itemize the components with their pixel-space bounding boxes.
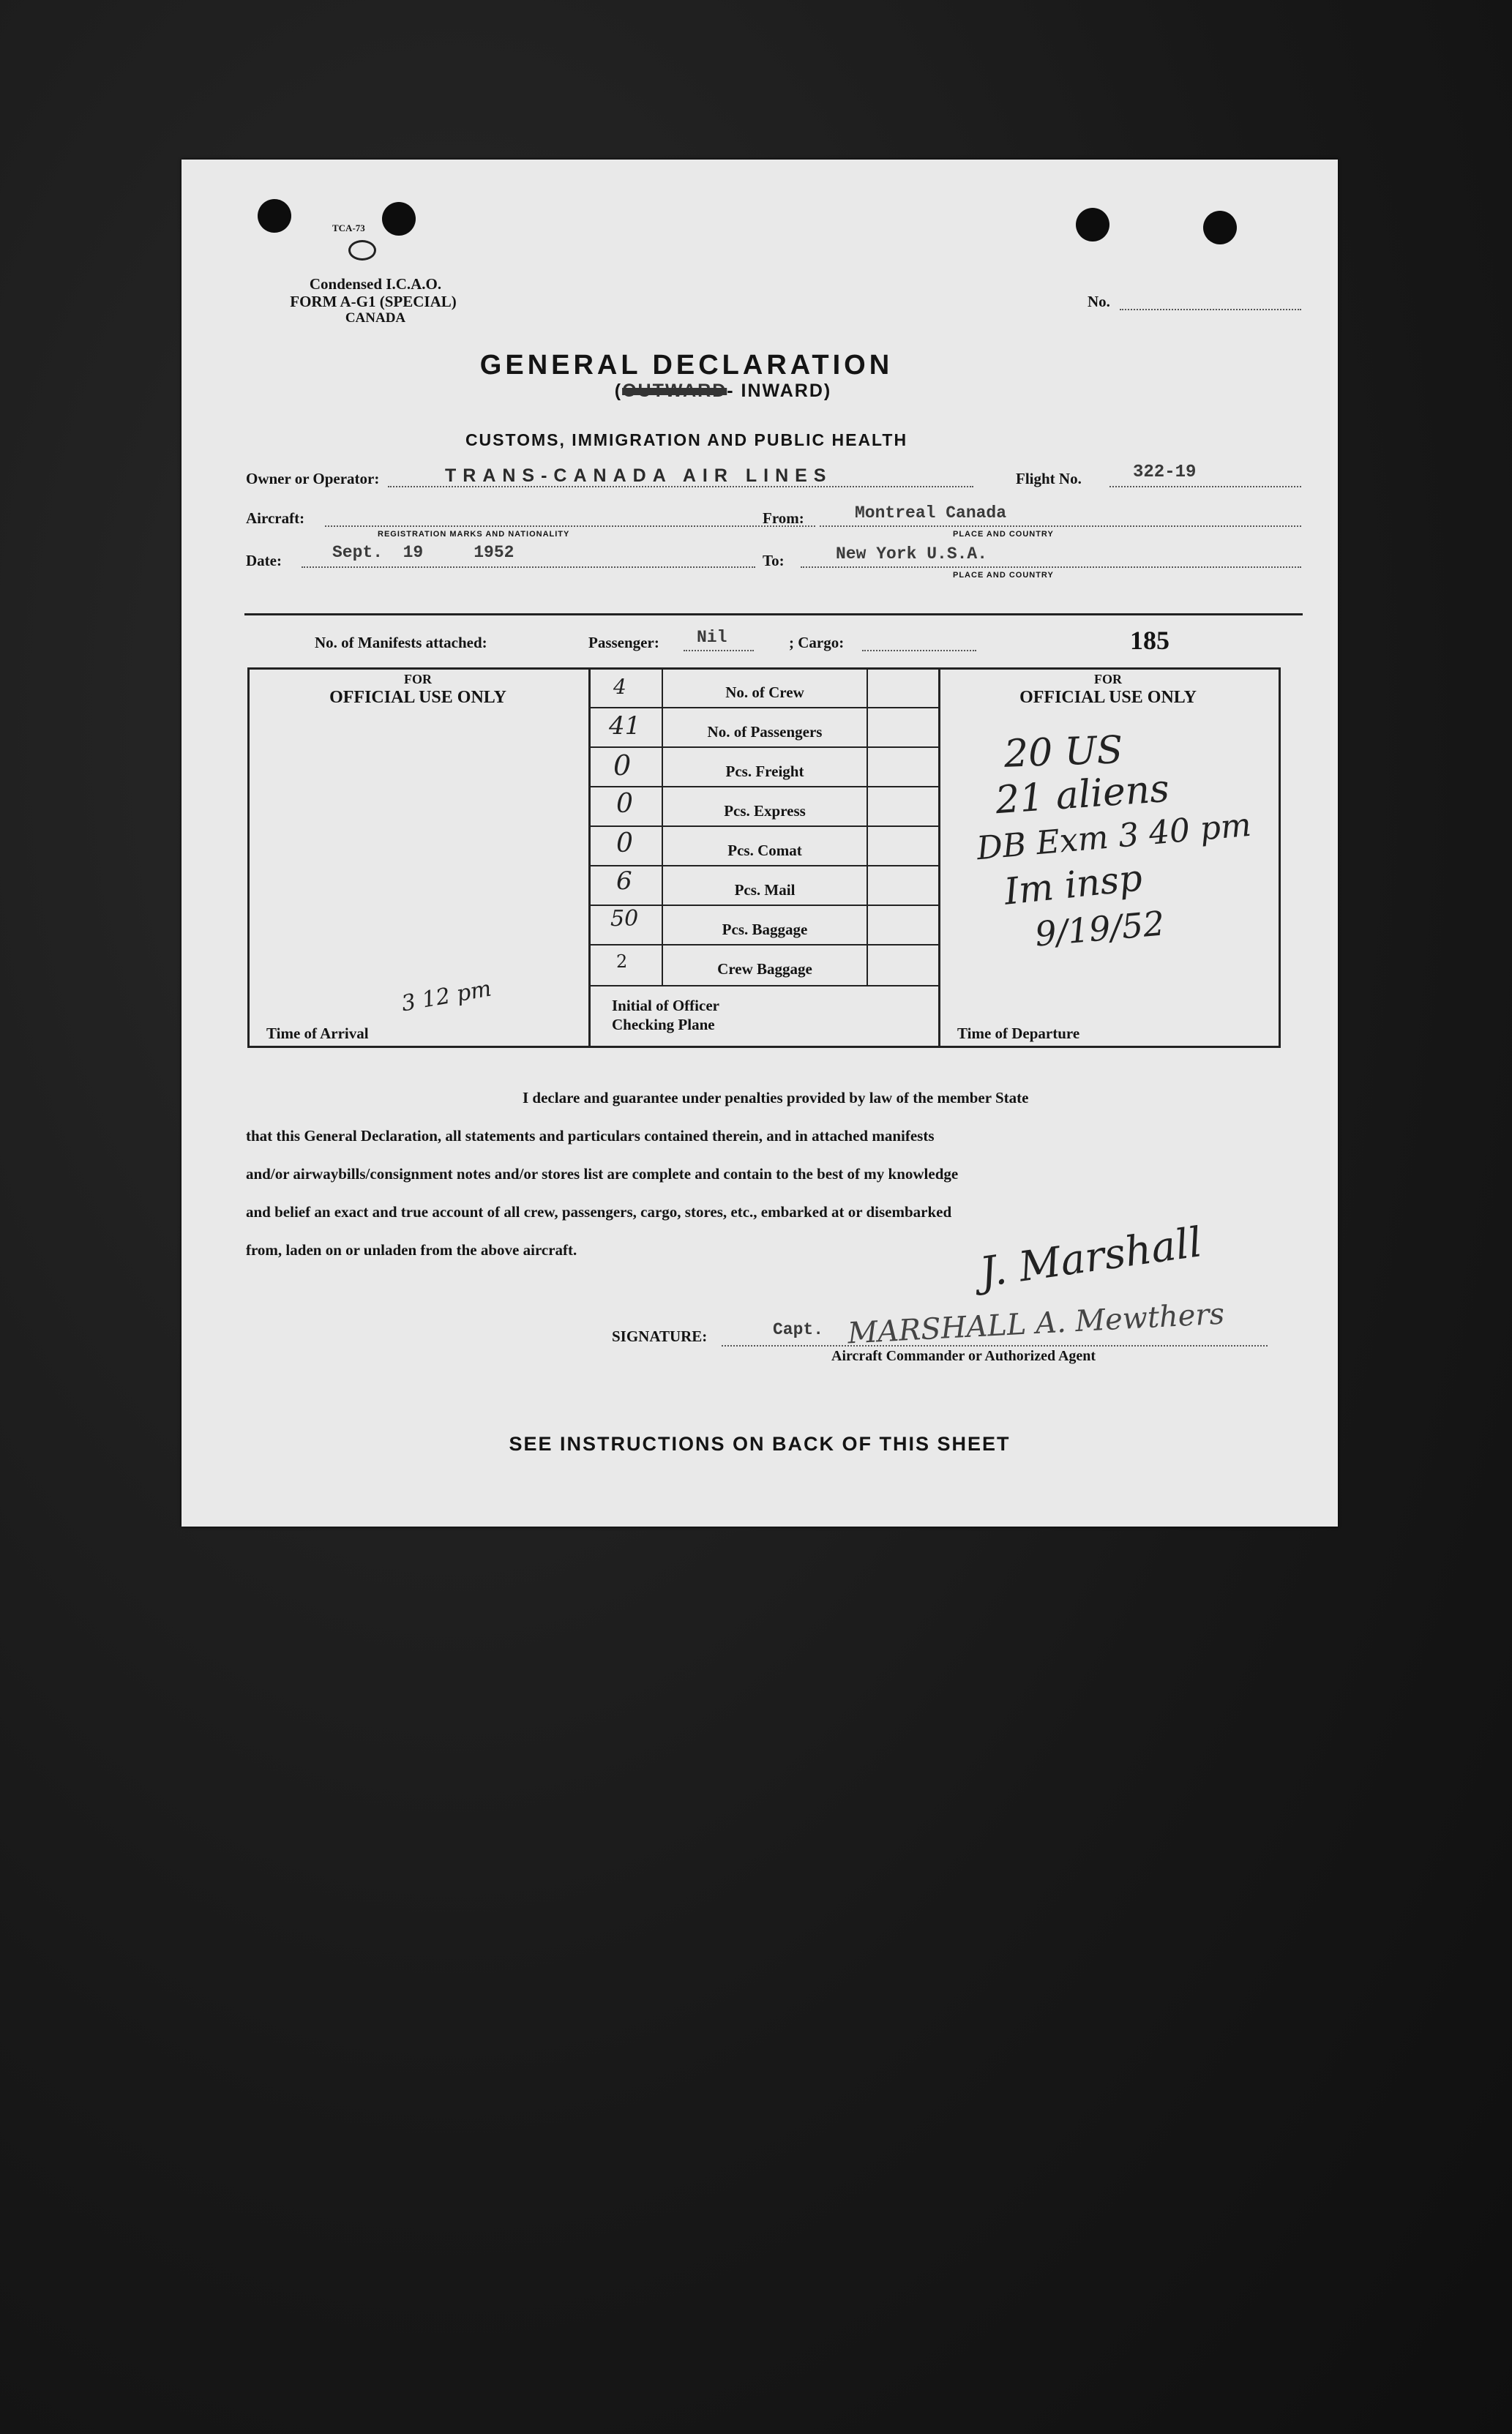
manifests-label: No. of Manifests attached:	[315, 634, 487, 651]
row-line	[588, 786, 940, 787]
passenger-value: Nil	[697, 628, 727, 647]
departure-label: Time of Departure	[957, 1025, 1080, 1042]
owner-label: Owner or Operator:	[246, 470, 380, 487]
form-id-line-2: FORM A-G1 (SPECIAL)	[290, 293, 457, 310]
official-note-5: 9/19/52	[1033, 903, 1167, 954]
arrival-value: 3 12 pm	[399, 976, 494, 1017]
place-note-2: PLACE AND COUNTRY	[953, 571, 1054, 580]
table-divider-left	[588, 667, 591, 1048]
section-heading: CUSTOMS, IMMIGRATION AND PUBLIC HEALTH	[465, 430, 908, 449]
tca-logo-icon	[348, 240, 376, 261]
row-line	[588, 905, 940, 906]
date-label: Date:	[246, 552, 282, 569]
crew-baggage-count: 2	[616, 951, 628, 972]
table-divider-tick	[867, 667, 868, 986]
signature-typed: Capt.	[773, 1320, 824, 1339]
cargo-field-line	[862, 650, 976, 651]
baggage-count: 50	[610, 906, 639, 932]
from-field-line	[820, 525, 1301, 527]
passengers-count: 41	[609, 711, 641, 741]
declaration-line-5: from, laden on or unladen from the above aircraft.	[246, 1241, 577, 1259]
date-value: Sept. 19 1952	[332, 543, 514, 562]
row-line	[588, 985, 940, 986]
form-id-line-1: Condensed I.C.A.O.	[309, 275, 442, 293]
aircraft-label: Aircraft:	[246, 509, 305, 527]
initial-officer-label-1: Initial of Officer	[612, 997, 719, 1014]
aircraft-field-line	[325, 525, 815, 527]
baggage-label: Pcs. Baggage	[722, 921, 808, 938]
freight-label: Pcs. Freight	[725, 763, 804, 780]
mail-count: 6	[616, 866, 632, 896]
right-official-header-1: FOR	[1094, 672, 1122, 686]
arrival-label: Time of Arrival	[266, 1025, 369, 1042]
date-field-line	[302, 566, 755, 568]
mail-label: Pcs. Mail	[734, 881, 796, 899]
row-line	[588, 746, 940, 748]
place-note: PLACE AND COUNTRY	[953, 530, 1054, 539]
punch-hole	[382, 202, 416, 236]
flight-field-line	[1109, 486, 1301, 487]
declaration-line-3: and/or airwaybills/consignment notes and/or stores list are complete and contain to the best of my knowledge	[246, 1165, 959, 1183]
official-note-2: 21 aliens	[994, 766, 1171, 823]
to-field-line	[801, 566, 1301, 568]
comat-count: 0	[616, 828, 633, 858]
official-note-3: DB Exm 3 40 pm	[975, 806, 1253, 868]
cargo-label: ; Cargo:	[789, 634, 845, 651]
commander-label: Aircraft Commander or Authorized Agent	[831, 1348, 1096, 1364]
general-declaration-form	[181, 160, 1338, 1527]
from-value: Montreal Canada	[855, 503, 1007, 523]
form-code: TCA-73	[332, 222, 365, 233]
crew-count: 4	[613, 675, 626, 699]
no-field-line	[1120, 309, 1301, 310]
declaration-line-1: I declare and guarantee under penalties provided by law of the member State	[523, 1089, 1029, 1106]
punch-hole	[1076, 208, 1109, 241]
page-title: GENERAL DECLARATION	[479, 350, 894, 381]
passenger-field-line	[684, 650, 754, 651]
row-line	[588, 865, 940, 866]
passengers-label: No. of Passengers	[707, 723, 823, 741]
initial-officer-label-2: Checking Plane	[612, 1016, 715, 1033]
subtitle-struck: OUTWARD	[622, 381, 727, 401]
registration-note: REGISTRATION MARKS AND NATIONALITY	[378, 530, 570, 539]
stamp-number: 185	[1130, 626, 1169, 655]
handwritten-signature-2: MARSHALL A. Mewthers	[847, 1297, 1226, 1351]
to-label: To:	[763, 552, 785, 569]
subtitle-inward: - INWARD)	[727, 381, 832, 401]
left-official-header-1: FOR	[404, 672, 432, 686]
left-official-header-2: OFFICIAL USE ONLY	[329, 688, 506, 707]
passenger-label: Passenger:	[588, 634, 659, 651]
official-note-4: Im insp	[1002, 856, 1145, 913]
signature-label: SIGNATURE:	[612, 1328, 708, 1345]
flight-value: 322-19	[1133, 463, 1197, 482]
comat-label: Pcs. Comat	[727, 842, 802, 859]
table-divider-right	[938, 667, 940, 1048]
owner-value: TRANS-CANADA AIR LINES	[445, 465, 833, 486]
flight-label: Flight No.	[1016, 470, 1082, 487]
subtitle	[569, 381, 877, 402]
express-label: Pcs. Express	[724, 802, 806, 820]
crew-baggage-label: Crew Baggage	[717, 960, 812, 978]
punch-hole	[1203, 211, 1237, 244]
no-label: No.	[1088, 293, 1110, 310]
crew-label: No. of Crew	[725, 684, 804, 701]
row-line	[588, 825, 940, 827]
punch-hole	[258, 199, 291, 233]
header-divider	[244, 613, 1303, 615]
form-id-line-3: CANADA	[345, 310, 406, 326]
express-count: 0	[616, 789, 633, 819]
right-official-header-2: OFFICIAL USE ONLY	[1019, 688, 1197, 707]
declaration-line-4: and belief an exact and true account of all crew, passengers, cargo, stores, etc., embarked at or disembarked	[246, 1203, 952, 1221]
freight-count: 0	[613, 749, 632, 782]
row-line	[588, 944, 940, 945]
from-label: From:	[763, 509, 804, 527]
row-line	[588, 707, 940, 708]
handwritten-signature-1: J. Marshall	[976, 1218, 1205, 1297]
official-note-1: 20 US	[1003, 728, 1124, 776]
footer-instructions: SEE INSTRUCTIONS ON BACK OF THIS SHEET	[509, 1433, 1011, 1455]
to-value: New York U.S.A.	[836, 544, 988, 563]
owner-field-line	[388, 486, 973, 487]
signature-field-line	[722, 1345, 1268, 1347]
declaration-line-2: that this General Declaration, all statements and particulars contained therein, and in attached manifests	[246, 1127, 935, 1145]
subtitle-open: (	[614, 381, 623, 401]
